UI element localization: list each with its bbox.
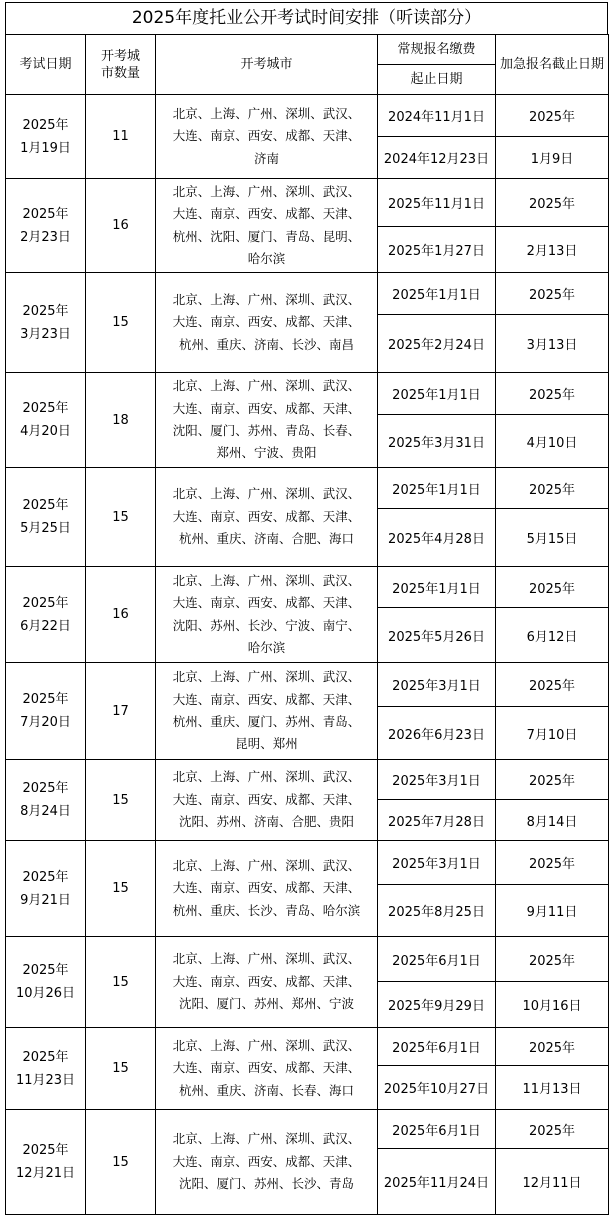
header-row [6,35,609,65]
urgent-year-cell: 2025年 [496,179,609,227]
registration-start-cell: 2025年3月1日 [378,841,496,885]
cities-cell: 北京、上海、广州、深圳、武汉、 大连、南京、西安、成都、天津、 沈阳、苏州、长沙、宁波、南宁、 哈尔滨 [156,567,378,663]
urgent-deadline-cell: 7月10日 [496,707,609,760]
registration-end-cell: 2026年6月23日 [378,707,496,760]
registration-start-cell: 2025年3月1日 [378,663,496,707]
cities-cell: 北京、上海、广州、深圳、武汉、 大连、南京、西安、成都、天津、 杭州、重庆、厦门、苏州、青岛、 昆明、郑州 [156,663,378,760]
cities-cell: 北京、上海、广州、深圳、武汉、 大连、南京、西安、成都、天津、 沈阳、厦门、苏州、长沙、青岛 [156,1110,378,1215]
urgent-year-cell: 2025年 [496,1110,609,1149]
urgent-year-cell: 2025年 [496,373,609,415]
exam-date-cell: 2025年 6月22日 [6,567,86,663]
exam-date-cell: 2025年 12月21日 [6,1110,86,1215]
registration-start-cell: 2025年6月1日 [378,1110,496,1149]
header-cities: 开考城市 [156,35,378,95]
registration-end-cell: 2025年10月27日 [378,1066,496,1110]
city-count-cell: 18 [86,373,156,468]
city-count-cell: 15 [86,760,156,841]
table-row [6,468,609,509]
table-row [6,760,609,800]
table-row [6,95,609,137]
exam-schedule-table [5,34,609,1215]
exam-date-cell: 2025年 11月23日 [6,1028,86,1110]
urgent-year-cell: 2025年 [496,567,609,608]
urgent-deadline-cell: 10月16日 [496,982,609,1028]
page-title: 2025年度托业公开考试时间安排（听读部分） [5,2,608,34]
registration-end-cell: 2024年12月23日 [378,137,496,179]
urgent-deadline-cell: 3月13日 [496,315,609,373]
city-count-cell: 17 [86,663,156,760]
registration-end-cell: 2025年7月28日 [378,800,496,841]
city-count-cell: 15 [86,1110,156,1215]
exam-date-cell: 2025年 2月23日 [6,179,86,273]
table-row [6,179,609,227]
exam-date-cell: 2025年 8月24日 [6,760,86,841]
table-row [6,1028,609,1066]
urgent-deadline-cell: 4月10日 [496,415,609,468]
urgent-deadline-cell: 5月15日 [496,509,609,567]
urgent-deadline-cell: 2月13日 [496,227,609,273]
table-row [6,937,609,982]
registration-end-cell: 2025年5月26日 [378,608,496,663]
urgent-year-cell: 2025年 [496,468,609,509]
registration-end-cell: 2025年11月24日 [378,1149,496,1215]
cities-cell: 北京、上海、广州、深圳、武汉、 大连、南京、西安、成都、天津、 济南 [156,95,378,179]
cities-cell: 北京、上海、广州、深圳、武汉、 大连、南京、西安、成都、天津、 沈阳、厦门、苏州、青岛、长春、 郑州、宁波、贵阳 [156,373,378,468]
registration-end-cell: 2025年4月28日 [378,509,496,567]
urgent-year-cell: 2025年 [496,937,609,982]
city-count-cell: 15 [86,841,156,937]
registration-start-cell: 2025年11月1日 [378,179,496,227]
cities-cell: 北京、上海、广州、深圳、武汉、 大连、南京、西安、成都、天津、 杭州、重庆、长沙、青岛、哈尔滨 [156,841,378,937]
urgent-deadline-cell: 1月9日 [496,137,609,179]
header-exam-date: 考试日期 [6,35,86,95]
city-count-cell: 15 [86,1028,156,1110]
urgent-deadline-cell: 8月14日 [496,800,609,841]
exam-date-cell: 2025年 7月20日 [6,663,86,760]
urgent-year-cell: 2025年 [496,841,609,885]
exam-date-cell: 2025年 4月20日 [6,373,86,468]
urgent-year-cell: 2025年 [496,1028,609,1066]
header-regular-period: 起止日期 [378,65,496,95]
city-count-cell: 15 [86,273,156,373]
urgent-deadline-cell: 9月11日 [496,885,609,937]
table-row [6,1110,609,1149]
city-count-cell: 15 [86,937,156,1028]
registration-start-cell: 2025年1月1日 [378,567,496,608]
registration-end-cell: 2025年1月27日 [378,227,496,273]
urgent-deadline-cell: 12月11日 [496,1149,609,1215]
exam-date-cell: 2025年 5月25日 [6,468,86,567]
header-urgent-deadline: 加急报名截止日期 [496,35,609,95]
registration-end-cell: 2025年9月29日 [378,982,496,1028]
header-regular-registration: 常规报名缴费 [378,35,496,65]
cities-cell: 北京、上海、广州、深圳、武汉、 大连、南京、西安、成都、天津、 杭州、重庆、济南、合肥、海口 [156,468,378,567]
header-city-count: 开考城市数量 [86,35,156,95]
exam-date-cell: 2025年 3月23日 [6,273,86,373]
cities-cell: 北京、上海、广州、深圳、武汉、 大连、南京、西安、成都、天津、 杭州、重庆、济南、长沙、南昌 [156,273,378,373]
cities-cell: 北京、上海、广州、深圳、武汉、 大连、南京、西安、成都、天津、 杭州、重庆、济南、长春、海口 [156,1028,378,1110]
urgent-deadline-cell: 11月13日 [496,1066,609,1110]
urgent-deadline-cell: 6月12日 [496,608,609,663]
table-row [6,567,609,608]
urgent-year-cell: 2025年 [496,273,609,315]
registration-start-cell: 2025年1月1日 [378,373,496,415]
city-count-cell: 16 [86,179,156,273]
registration-end-cell: 2025年3月31日 [378,415,496,468]
table-row [6,273,609,315]
table-row [6,663,609,707]
city-count-cell: 16 [86,567,156,663]
table-row [6,841,609,885]
registration-end-cell: 2025年2月24日 [378,315,496,373]
city-count-cell: 11 [86,95,156,179]
city-count-cell: 15 [86,468,156,567]
urgent-year-cell: 2025年 [496,760,609,800]
registration-end-cell: 2025年8月25日 [378,885,496,937]
urgent-year-cell: 2025年 [496,95,609,137]
registration-start-cell: 2025年1月1日 [378,273,496,315]
exam-date-cell: 2025年 9月21日 [6,841,86,937]
cities-cell: 北京、上海、广州、深圳、武汉、 大连、南京、西安、成都、天津、 沈阳、厦门、苏州、郑州、宁波 [156,937,378,1028]
exam-date-cell: 2025年 1月19日 [6,95,86,179]
registration-start-cell: 2025年6月1日 [378,1028,496,1066]
exam-date-cell: 2025年 10月26日 [6,937,86,1028]
cities-cell: 北京、上海、广州、深圳、武汉、 大连、南京、西安、成都、天津、 杭州、沈阳、厦门、青岛、昆明、 哈尔滨 [156,179,378,273]
urgent-year-cell: 2025年 [496,663,609,707]
table-row [6,373,609,415]
registration-start-cell: 2025年1月1日 [378,468,496,509]
registration-start-cell: 2025年6月1日 [378,937,496,982]
registration-start-cell: 2024年11月1日 [378,95,496,137]
registration-start-cell: 2025年3月1日 [378,760,496,800]
cities-cell: 北京、上海、广州、深圳、武汉、 大连、南京、西安、成都、天津、 沈阳、苏州、济南、合肥、贵阳 [156,760,378,841]
